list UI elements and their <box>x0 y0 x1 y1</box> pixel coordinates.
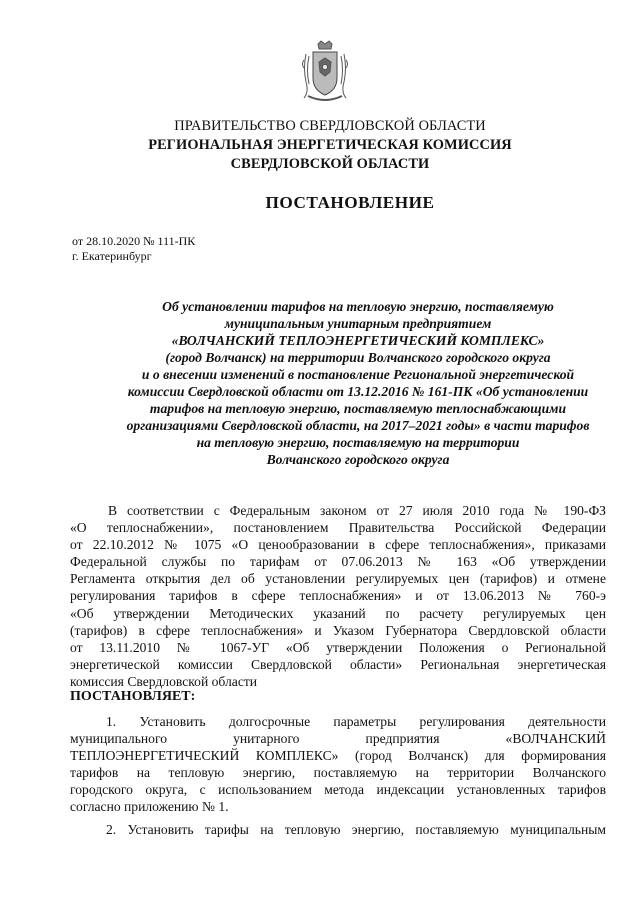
subject-line: тарифов на тепловую энергию, поставляемую теплоснабжающими <box>149 401 567 416</box>
text-line: Регламента открытия дел об установлении регулируемых цен (тарифов) и отмене <box>70 571 606 587</box>
text-line: «О теплоснабжении», постановлением Правительства Российской Федерации <box>70 520 606 536</box>
text-line: 2. Установить тарифы на тепловую энергию, поставляемую муниципальным <box>106 822 606 837</box>
item-1-paragraph <box>70 713 606 816</box>
text-line: ТЕПЛОЭНЕРГЕТИЧЕСКИЙ КОМПЛЕКС» (город Волчанск) для формирования <box>70 748 606 764</box>
text-line: согласно приложению № 1. <box>70 799 229 815</box>
document-city: г. Екатеринбург <box>72 249 152 263</box>
document-date-number: от 28.10.2020 № 111-ПК <box>72 234 196 248</box>
text-line: муниципального унитарного предприятия «ВОЛЧАНСКИЙ <box>70 731 606 747</box>
text-line: от 13.11.2010 № 1067-УГ «Об утверждении Положения о Региональной <box>70 639 606 655</box>
subject-line: Волчанского городского округа <box>266 452 450 467</box>
subject-line: и о внесении изменений в постановление Региональной энергетической <box>141 367 575 382</box>
coat-of-arms-icon <box>300 40 350 106</box>
text-line: 1. Установить долгосрочные параметры регулирования деятельности <box>106 714 606 729</box>
header-commission: РЕГИОНАЛЬНАЯ ЭНЕРГЕТИЧЕСКАЯ КОМИССИЯ <box>148 137 512 153</box>
subject-line: муниципальным унитарным предприятием <box>224 316 492 331</box>
subject-line: комиссии Свердловской области от 13.12.2016 № 161-ПК «Об установлении <box>127 384 589 399</box>
text-line: тарифов на тепловую энергию, поставляемую на территории Волчанского <box>70 765 606 781</box>
preamble-paragraph <box>70 502 606 690</box>
text-line: Федеральной службы по тарифам от 07.06.2013 № 163 «Об утверждении <box>70 554 606 570</box>
decree-heading: ПОСТАНОВЛЯЕТ: <box>70 689 196 704</box>
text-line: «Об утверждении Методических указаний по расчету регулируемых цен <box>70 605 606 621</box>
text-line: (тарифов) в сфере теплоснабжения» и Указом Губернатора Свердловской области <box>70 622 606 638</box>
subject-line: «ВОЛЧАНСКИЙ ТЕПЛОЭНЕРГЕТИЧЕСКИЙ КОМПЛЕКС» <box>171 333 545 348</box>
text-line: от 22.10.2012 № 1075 «О ценообразовании в сфере теплоснабжения», приказами <box>70 537 606 553</box>
text-line: городского округа, с использованием метода индексации установленных тарифов <box>70 782 606 798</box>
subject-line: на тепловую энергию, поставляемую на территории <box>196 435 520 450</box>
document-subject <box>96 298 620 468</box>
subject-line: организациями Свердловской области, на 2017–2021 годы» в части тарифов <box>126 418 590 433</box>
document-title: ПОСТАНОВЛЕНИЕ <box>265 193 435 212</box>
header-region: СВЕРДЛОВСКОЙ ОБЛАСТИ <box>230 156 430 172</box>
text-line: энергетической комиссии Свердловской области» Региональная энергетическая <box>70 656 606 672</box>
item-2-paragraph <box>70 821 606 838</box>
subject-line: Об установлении тарифов на тепловую энергию, поставляемую <box>162 299 554 314</box>
text-line: В соответствии с Федеральным законом от 27 июля 2010 года № 190-ФЗ <box>108 503 606 518</box>
header-government: ПРАВИТЕЛЬСТВО СВЕРДЛОВСКОЙ ОБЛАСТИ <box>174 118 486 134</box>
text-line: комиссия Свердловской области <box>70 673 258 689</box>
text-line: регулирования тарифов в сфере теплоснабжения» и от 13.06.2013 № 760-э <box>70 588 606 604</box>
subject-line: (город Волчанск) на территории Волчанского городского округа <box>165 350 551 365</box>
